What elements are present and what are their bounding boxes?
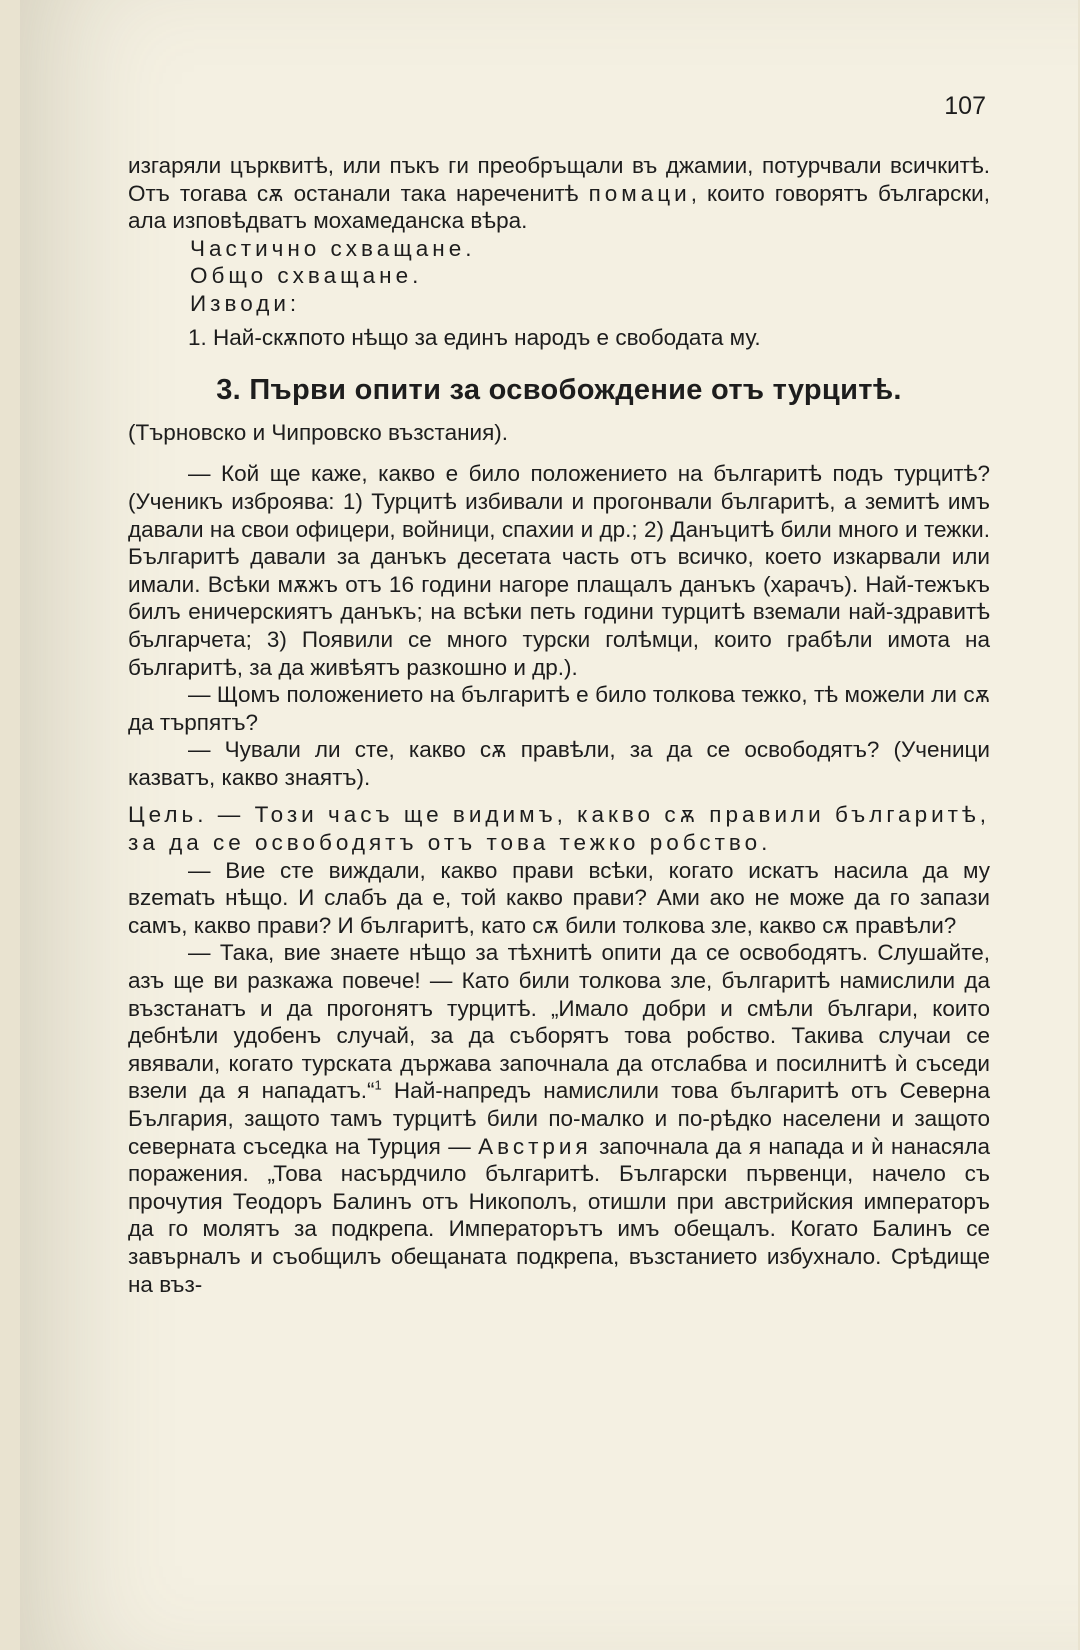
label-conclusions: Изводи: <box>190 290 301 316</box>
term-pomaks: помаци <box>588 180 691 206</box>
section-subheading: (Търновско и Чипровско възстания). <box>128 419 509 445</box>
text-run: — Така, вие знаете нѣщо за тѣхнитѣ опити да се освободятъ. Слушайте, азъ ще ви разкажа повече! — Като били толкова зле, българитѣ намислили да възстанатъ и да прогонятъ турцитѣ. „Имало добри и смѣли българи, които дебнѣли удобенъ случай, за да съборятъ това робство. Такива случаи се явявали, когато турската държава започнала да отслабва и посилнитѣ ѝ съседи взели да я нападатъ.“ <box>128 940 990 1104</box>
paragraph-pomaks <box>128 152 990 235</box>
footnote-marker: 1 <box>374 1077 382 1093</box>
term-austria: Австрия <box>478 1133 592 1159</box>
text-run: , които говорятъ български, ала изповѣдватъ мохамеданска вѣра. <box>128 180 990 234</box>
page-body <box>128 152 990 1298</box>
section-heading: 3. Първи опити за освобождение отъ турцитѣ. <box>216 374 902 407</box>
paragraph-question-1: — Кой ще каже, какво е било положението на българитѣ подъ турцитѣ? (Ученикъ изброява: 1) Турцитѣ избивали и прогонвали българитѣ, а земитѣ имъ давали на свои офицери, войници, спахии и др.; 2) Данъцитѣ били много и тежки. Българитѣ давали за данъкъ десетата часть отъ всичко, което изкарвали или имали. Всѣки мѫжъ отъ 16 години нагоре плащалъ данъкъ (харачъ). Най-тежъкъ билъ еничерскиятъ данъкъ; на всѣки петь години турцитѣ вземали най-здравитѣ българчета; 3) Появили се много турски голѣмци, които грабѣли имота на българитѣ, за да живѣятъ разкошно и др.). <box>128 461 990 680</box>
conclusion-item: 1. Най-скѫпото нѣщо за единъ народъ е свободата му. <box>188 324 761 350</box>
book-page <box>20 0 1078 1650</box>
page-number: 107 <box>944 92 986 120</box>
label-general-understanding: Общо схващане. <box>190 263 423 289</box>
paragraph-goal: Цель. — Този часъ ще видимъ, какво сѫ правили българитѣ, за да се освободятъ отъ това тежко робство. <box>128 802 990 856</box>
paragraph-question-4: — Вие сте виждали, какво прави всѣки, когато искатъ насила да му вzematъ нѣщо. И слабъ да е, той какво прави? Ами ако не може да го запази самъ, какво прави? И българитѣ, като сѫ били толкова зле, какво сѫ правѣли? <box>128 857 990 938</box>
paragraph-question-3: — Чували ли сте, какво сѫ правѣли, за да се освободятъ? (Ученици казватъ, какво знаятъ). <box>128 737 990 790</box>
paragraph-story <box>128 939 990 1298</box>
text-run: изгаряли църквитѣ, или пъкъ ги преобръщали въ джамии, потурчвали всичкитѣ. Отъ тогава сѫ останали така нареченитѣ <box>128 153 990 206</box>
text-run: започнала да я напада и ѝ нанасяла поражения. „Това насърдчило българитѣ. Български първенци, начело съ прочутия Теодоръ Балинъ отъ Никополъ, отишли при австрийския императоръ да го молятъ за подкрепа. Императорътъ имъ обещалъ. Когато Балинъ се завърналъ и съобщилъ обещаната подкрепа, възстанието избухнало. Срѣдище на въз- <box>128 1133 990 1297</box>
text-run: Най-напредъ намислили това българитѣ отъ Северна България, защото тамъ турцитѣ били по-малко и по-рѣдко населени и защото северната съседка на Турция — <box>128 1078 990 1159</box>
label-partial-understanding: Частично схващане. <box>190 235 476 261</box>
paragraph-question-2: — Щомъ положението на българитѣ е било толкова тежко, тѣ можели ли сѫ да търпятъ? <box>128 682 990 735</box>
